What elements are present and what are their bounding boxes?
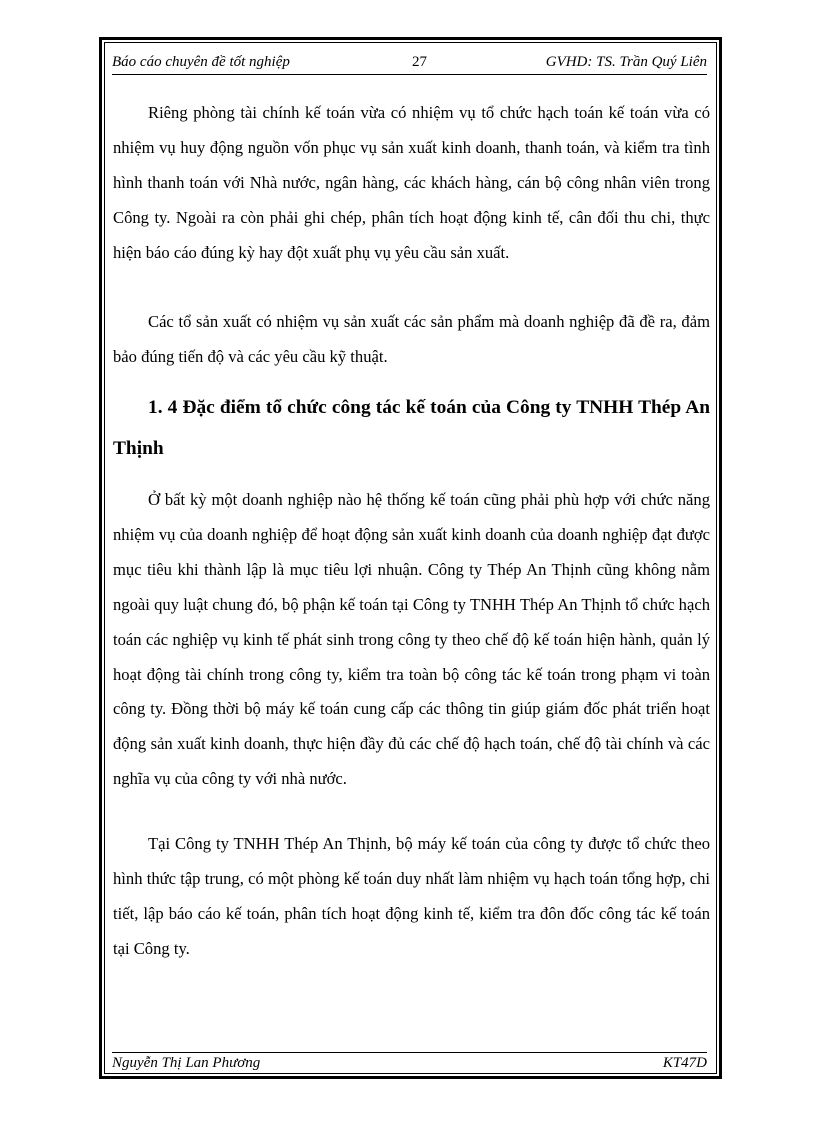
paragraph-accounting-organization: Tại Công ty TNHH Thép An Thịnh, bộ máy kế toán của công ty được tổ chức theo hình thức tập trung, có một phòng kế toán duy nhất làm nhiệm vụ hạch toán tổng hợp, chi tiết, lập báo cáo kế toán, phân tích hoạt động kinh tế, kiểm tra đôn đốc công tác kế toán tại Công ty. bbox=[113, 834, 710, 958]
header-page-number: 27 bbox=[412, 54, 427, 70]
paragraph-finance-department: Riêng phòng tài chính kế toán vừa có nhiệm vụ tổ chức hạch toán kế toán vừa có nhiệm vụ huy động nguồn vốn phục vụ sản xuất kinh doanh, thanh toán, và kiểm tra tình hình thanh toán với Nhà nước, ngân hàng, các khách hàng, cán bộ công nhân viên trong Công ty. Ngoài ra còn phải ghi chép, phân tích hoạt động kinh tế, cân đối thu chi, thực hiện báo cáo đúng kỳ hay đột xuất phụ vụ yêu cầu sản xuất. bbox=[113, 103, 710, 262]
footer-author: Nguyễn Thị Lan Phương bbox=[112, 1055, 261, 1071]
page-header bbox=[112, 52, 707, 75]
paragraph-production-teams: Các tổ sản xuất có nhiệm vụ sản xuất các sản phẩm mà doanh nghiệp đã đề ra, đảm bảo đúng tiến độ và các yêu cầu kỹ thuật. bbox=[113, 312, 710, 366]
paragraph-accounting-system: Ở bất kỳ một doanh nghiệp nào hệ thống kế toán cũng phải phù hợp với chức năng nhiệm vụ của doanh nghiệp để hoạt động sản xuất kinh doanh của doanh nghiệp đạt được mục tiêu khi thành lập là mục tiêu lợi nhuận. Công ty Thép An Thịnh cũng không nằm ngoài quy luật chung đó, bộ phận kế toán tại Công ty TNHH Thép An Thịnh tổ chức hạch toán các nghiệp vụ kinh tế phát sinh trong công ty theo chế độ kế toán hiện hành, quản lý hoạt động tài chính trong công ty, kiểm tra toàn bộ công tác kế toán trong phạm vi toàn công ty. Đồng thời bộ máy kế toán cung cấp các thông tin giúp giám đốc phát triển hoạt động sản xuất kinh doanh, thực hiện đầy đủ các chế độ hạch toán, chế độ tài chính và các nghĩa vụ của công ty với nhà nước. bbox=[113, 490, 710, 789]
header-advisor: GVHD: TS. Trần Quý Liên bbox=[545, 54, 707, 70]
page-footer bbox=[112, 1052, 707, 1073]
footer-class-code: KT47D bbox=[662, 1055, 707, 1071]
section-heading: 1. 4 Đặc điểm tổ chức công tác kế toán của Công ty TNHH Thép An Thịnh bbox=[113, 397, 710, 459]
header-report-title: Báo cáo chuyên đề tốt nghiệp bbox=[112, 54, 290, 70]
